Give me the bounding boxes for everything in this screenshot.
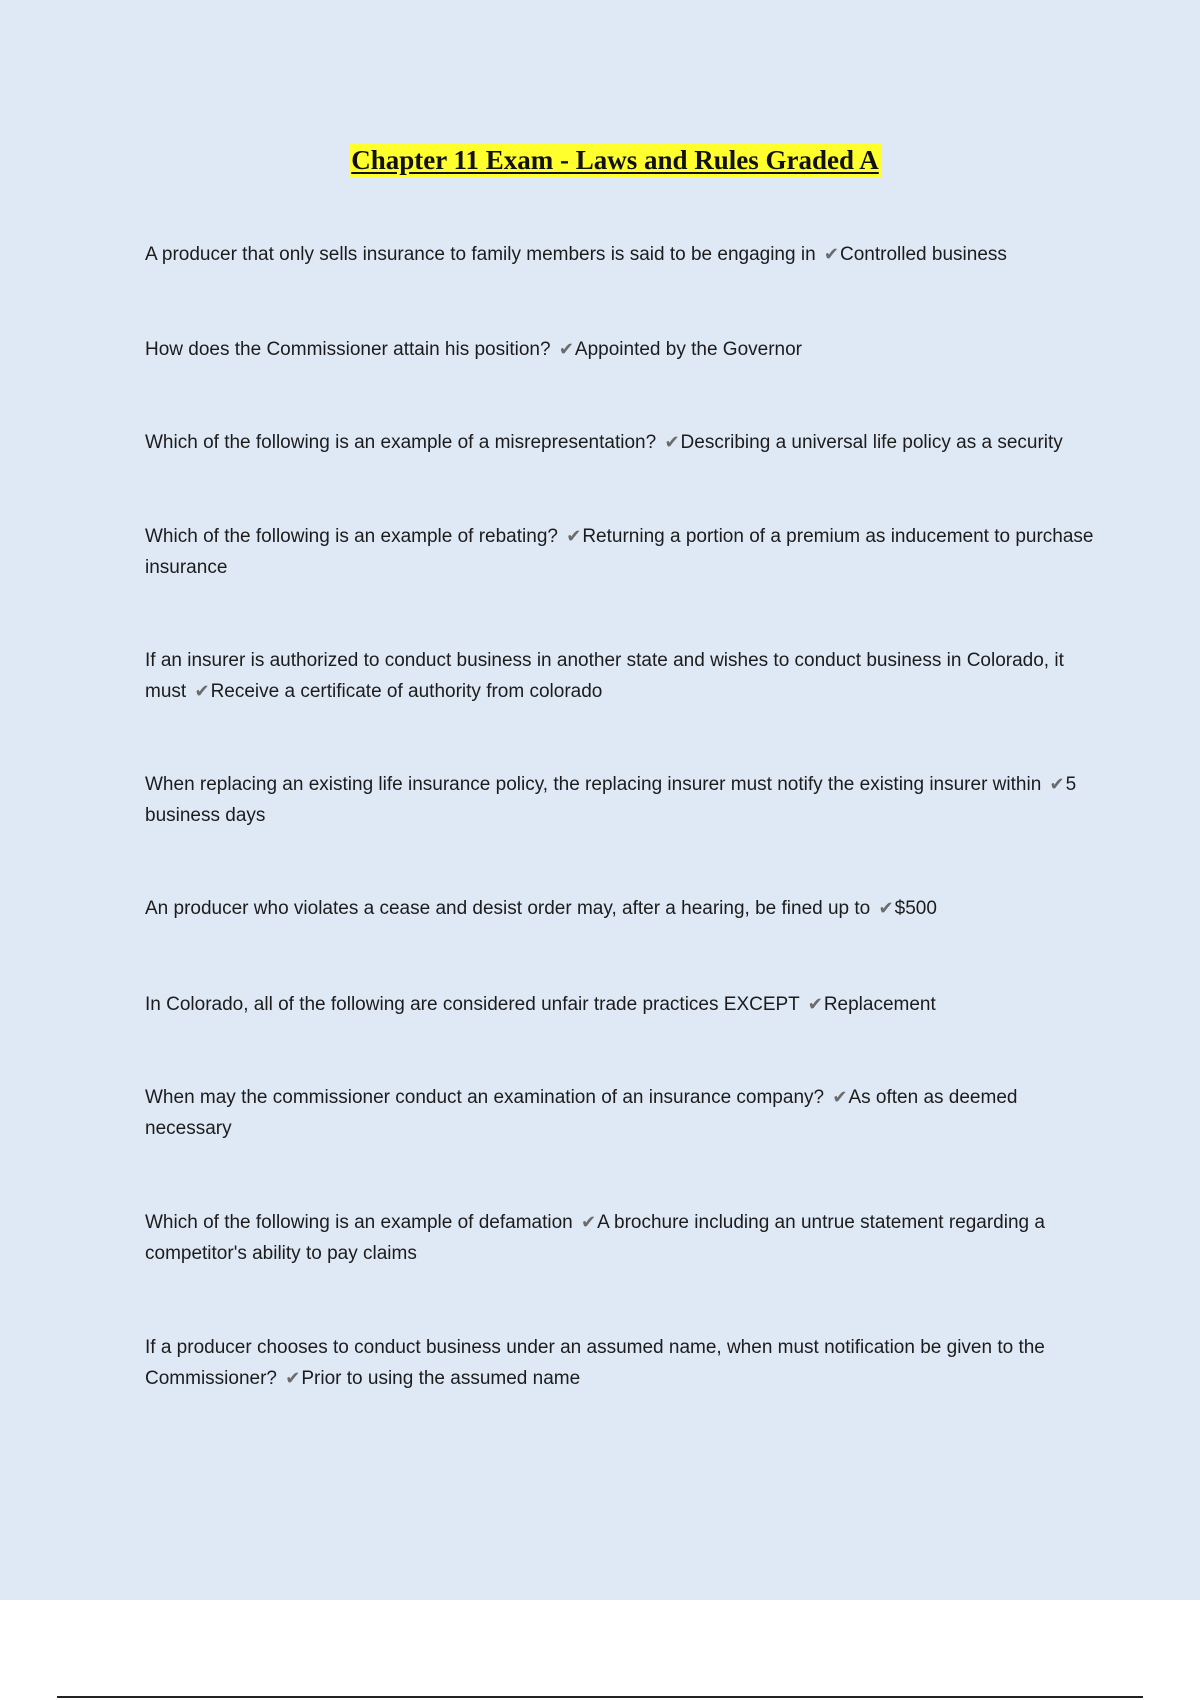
answer-text: Appointed by the Governor <box>574 339 802 360</box>
answer-text: Describing a universal life policy as a security <box>680 432 1063 453</box>
check-icon: ✔ <box>832 1087 848 1107</box>
question-text: When replacing an existing life insurance policy, the replacing insurer must notify the existing insurer within <box>145 774 1042 795</box>
question-text: How does the Commissioner attain his position? <box>145 339 551 360</box>
qa-item <box>145 239 1095 270</box>
answer-text: Prior to using the assumed name <box>301 1368 581 1389</box>
check-icon: ✔ <box>566 526 582 546</box>
qa-item <box>145 334 1095 365</box>
answer-text: As often as deemed necessary <box>145 1087 1018 1139</box>
qa-item <box>145 427 1095 458</box>
check-icon: ✔ <box>878 898 894 918</box>
check-icon: ✔ <box>823 244 840 264</box>
answer-text: A brochure including an untrue statement regarding a competitor's ability to pay claims <box>145 1212 1045 1264</box>
answer-text: Controlled business <box>840 244 1007 265</box>
question-text: When may the commissioner conduct an examination of an insurance company? <box>145 1087 825 1108</box>
qa-list <box>145 239 1095 1394</box>
footer-rule <box>57 1696 1143 1698</box>
answer-text: Returning a portion of a premium as inducement to purchase insurance <box>145 526 1094 578</box>
check-icon: ✔ <box>558 339 574 359</box>
qa-item <box>145 989 1095 1020</box>
answer-text: Receive a certificate of authority from colorado <box>210 681 603 702</box>
qa-item <box>145 1332 1095 1394</box>
question-text: An producer who violates a cease and desist order may, after a hearing, be fined up to <box>145 898 871 919</box>
document-title: Chapter 11 Exam - Laws and Rules Graded A <box>351 145 879 175</box>
title-container <box>145 143 1085 177</box>
check-icon: ✔ <box>581 1212 597 1232</box>
question-text: In Colorado, all of the following are considered unfair trade practices EXCEPT <box>145 994 800 1015</box>
check-icon: ✔ <box>285 1368 301 1388</box>
answer-text: Replacement <box>823 994 936 1015</box>
check-icon: ✔ <box>194 681 210 701</box>
check-icon: ✔ <box>1049 774 1065 794</box>
document-body <box>145 143 1095 1394</box>
question-text: If an insurer is authorized to conduct business in another state and wishes to conduct business in Colorado, it must <box>145 650 1064 702</box>
question-text: If a producer chooses to conduct business under an assumed name, when must notification be given to the Commissioner? <box>145 1337 1045 1389</box>
question-text: Which of the following is an example of defamation <box>145 1212 573 1233</box>
qa-item <box>145 521 1095 583</box>
answer-text: 5 business days <box>145 774 1077 826</box>
question-text: Which of the following is an example of a misrepresentation? <box>145 432 657 453</box>
qa-item <box>145 1082 1095 1144</box>
question-text: A producer that only sells insurance to family members is said to be engaging in <box>145 244 816 265</box>
check-icon: ✔ <box>807 994 823 1014</box>
qa-item <box>145 645 1095 707</box>
qa-item <box>145 1207 1095 1269</box>
check-icon: ✔ <box>664 432 680 452</box>
qa-item <box>145 893 1095 924</box>
question-text: Which of the following is an example of rebating? <box>145 526 558 547</box>
answer-text: $500 <box>894 898 937 919</box>
qa-item <box>145 769 1095 831</box>
